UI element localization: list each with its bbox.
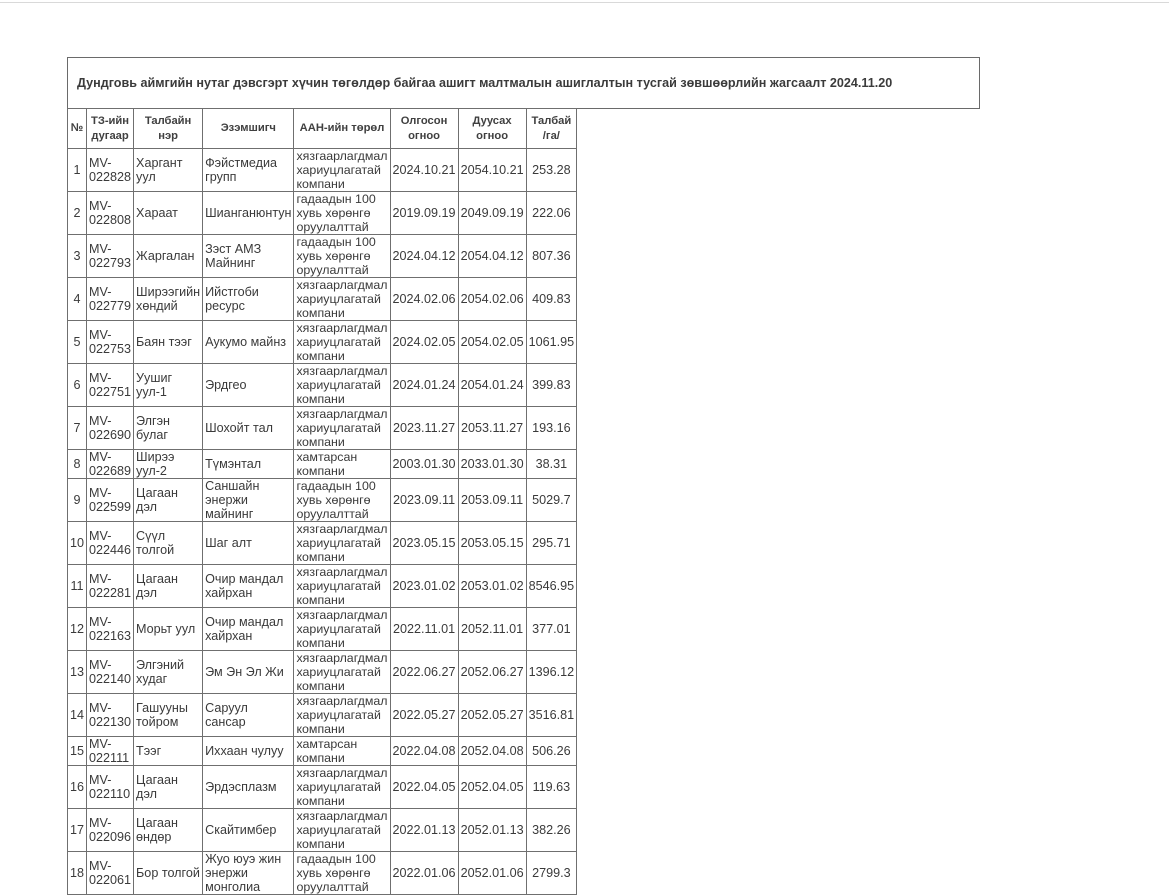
expiry-date: 2053.09.11 bbox=[458, 479, 526, 522]
expiry-date: 2052.05.27 bbox=[458, 694, 526, 737]
company-type: хязгаарлагдмал хариуцлагатай компани bbox=[294, 809, 390, 852]
table-row bbox=[68, 192, 577, 235]
expiry-date: 2054.04.12 bbox=[458, 235, 526, 278]
company-type: хязгаарлагдмал хариуцлагатай компани bbox=[294, 278, 390, 321]
row-number: 13 bbox=[68, 651, 87, 694]
company-type: хязгаарлагдмал хариуцлагатай компани bbox=[294, 651, 390, 694]
area-size: 8546.95 bbox=[526, 565, 577, 608]
issued-date: 2024.04.12 bbox=[390, 235, 458, 278]
issued-date: 2022.05.27 bbox=[390, 694, 458, 737]
area-size: 382.26 bbox=[526, 809, 577, 852]
table-header-row bbox=[68, 109, 577, 149]
license-number: MV-022446 bbox=[87, 522, 134, 565]
company-type: гадаадын 100 хувь хөрөнгө оруулалттай bbox=[294, 235, 390, 278]
issued-date: 2022.04.08 bbox=[390, 737, 458, 766]
license-number: MV-022130 bbox=[87, 694, 134, 737]
page-edge-line bbox=[0, 2, 1169, 3]
row-number: 14 bbox=[68, 694, 87, 737]
col-header-owner: Эзэмшигч bbox=[203, 109, 294, 149]
company-type: хязгаарлагдмал хариуцлагатай компани bbox=[294, 522, 390, 565]
area-name: Харгант уул bbox=[134, 149, 203, 192]
area-size: 222.06 bbox=[526, 192, 577, 235]
expiry-date: 2049.09.19 bbox=[458, 192, 526, 235]
license-number: MV-022111 bbox=[87, 737, 134, 766]
area-size: 807.36 bbox=[526, 235, 577, 278]
area-size: 377.01 bbox=[526, 608, 577, 651]
license-number: MV-022779 bbox=[87, 278, 134, 321]
area-size: 38.31 bbox=[526, 450, 577, 479]
company-type: хязгаарлагдмал хариуцлагатай компани bbox=[294, 149, 390, 192]
owner-name: Скайтимбер bbox=[203, 809, 294, 852]
issued-date: 2024.01.24 bbox=[390, 364, 458, 407]
col-header-license: ТЗ-ийн дугаар bbox=[87, 109, 134, 149]
row-number: 4 bbox=[68, 278, 87, 321]
license-number: MV-022690 bbox=[87, 407, 134, 450]
row-number: 10 bbox=[68, 522, 87, 565]
license-number: MV-022061 bbox=[87, 852, 134, 895]
row-number: 12 bbox=[68, 608, 87, 651]
area-size: 1396.12 bbox=[526, 651, 577, 694]
area-name: Элгэний худаг bbox=[134, 651, 203, 694]
area-size: 506.26 bbox=[526, 737, 577, 766]
owner-name: Шианганюнтун bbox=[203, 192, 294, 235]
table-row bbox=[68, 321, 577, 364]
area-name: Морьт уул bbox=[134, 608, 203, 651]
company-type: хязгаарлагдмал хариуцлагатай компани bbox=[294, 608, 390, 651]
table-row bbox=[68, 278, 577, 321]
company-type: хязгаарлагдмал хариуцлагатай компани bbox=[294, 766, 390, 809]
row-number: 3 bbox=[68, 235, 87, 278]
owner-name: Эм Эн Эл Жи bbox=[203, 651, 294, 694]
table-row bbox=[68, 479, 577, 522]
owner-name: Иххаан чулуу bbox=[203, 737, 294, 766]
license-number: MV-022599 bbox=[87, 479, 134, 522]
owner-name: Жуо юуэ жин энержи монголиа bbox=[203, 852, 294, 895]
company-type: гадаадын 100 хувь хөрөнгө оруулалттай bbox=[294, 192, 390, 235]
license-number: MV-022140 bbox=[87, 651, 134, 694]
expiry-date: 2052.01.13 bbox=[458, 809, 526, 852]
area-size: 253.28 bbox=[526, 149, 577, 192]
area-name: Тээг bbox=[134, 737, 203, 766]
row-number: 11 bbox=[68, 565, 87, 608]
license-table bbox=[67, 108, 577, 895]
issued-date: 2023.01.02 bbox=[390, 565, 458, 608]
company-type: гадаадын 100 хувь хөрөнгө оруулалттай bbox=[294, 852, 390, 895]
area-name: Цагаан дэл bbox=[134, 479, 203, 522]
area-name: Сүүл толгой bbox=[134, 522, 203, 565]
expiry-date: 2054.02.05 bbox=[458, 321, 526, 364]
table-row bbox=[68, 407, 577, 450]
table-row bbox=[68, 608, 577, 651]
row-number: 17 bbox=[68, 809, 87, 852]
company-type: хязгаарлагдмал хариуцлагатай компани bbox=[294, 321, 390, 364]
area-name: Ширээ уул-2 bbox=[134, 450, 203, 479]
expiry-date: 2052.04.08 bbox=[458, 737, 526, 766]
owner-name: Эрдгео bbox=[203, 364, 294, 407]
area-size: 409.83 bbox=[526, 278, 577, 321]
area-name: Жаргалан bbox=[134, 235, 203, 278]
license-number: MV-022828 bbox=[87, 149, 134, 192]
table-row bbox=[68, 522, 577, 565]
issued-date: 2023.05.15 bbox=[390, 522, 458, 565]
owner-name: Ийстгоби ресурс bbox=[203, 278, 294, 321]
expiry-date: 2053.01.02 bbox=[458, 565, 526, 608]
issued-date: 2023.09.11 bbox=[390, 479, 458, 522]
expiry-date: 2052.06.27 bbox=[458, 651, 526, 694]
issued-date: 2022.11.01 bbox=[390, 608, 458, 651]
license-number: MV-022163 bbox=[87, 608, 134, 651]
company-type: хязгаарлагдмал хариуцлагатай компани bbox=[294, 364, 390, 407]
area-size: 399.83 bbox=[526, 364, 577, 407]
expiry-date: 2054.01.24 bbox=[458, 364, 526, 407]
license-number: MV-022753 bbox=[87, 321, 134, 364]
owner-name: Очир мандал хайрхан bbox=[203, 565, 294, 608]
owner-name: Аукумо майнз bbox=[203, 321, 294, 364]
owner-name: Зэст АМЗ Майнинг bbox=[203, 235, 294, 278]
expiry-date: 2053.11.27 bbox=[458, 407, 526, 450]
row-number: 7 bbox=[68, 407, 87, 450]
issued-date: 2019.09.19 bbox=[390, 192, 458, 235]
table-row bbox=[68, 766, 577, 809]
table-row bbox=[68, 235, 577, 278]
license-number: MV-022793 bbox=[87, 235, 134, 278]
table-row bbox=[68, 364, 577, 407]
row-number: 6 bbox=[68, 364, 87, 407]
col-header-size: Талбай /га/ bbox=[526, 109, 577, 149]
area-name: Баян тээг bbox=[134, 321, 203, 364]
owner-name: Саншайн энержи майнинг bbox=[203, 479, 294, 522]
area-name: Уушиг уул-1 bbox=[134, 364, 203, 407]
row-number: 2 bbox=[68, 192, 87, 235]
row-number: 15 bbox=[68, 737, 87, 766]
issued-date: 2022.04.05 bbox=[390, 766, 458, 809]
table-row bbox=[68, 651, 577, 694]
owner-name: Саруул сансар bbox=[203, 694, 294, 737]
table-row bbox=[68, 852, 577, 895]
area-name: Хараат bbox=[134, 192, 203, 235]
row-number: 18 bbox=[68, 852, 87, 895]
area-size: 2799.3 bbox=[526, 852, 577, 895]
area-name: Цагаан дэл bbox=[134, 766, 203, 809]
company-type: гадаадын 100 хувь хөрөнгө оруулалттай bbox=[294, 479, 390, 522]
area-name: Элгэн булаг bbox=[134, 407, 203, 450]
company-type: хамтарсан компани bbox=[294, 737, 390, 766]
owner-name: Шаг алт bbox=[203, 522, 294, 565]
row-number: 5 bbox=[68, 321, 87, 364]
owner-name: Шохойт тал bbox=[203, 407, 294, 450]
table-row bbox=[68, 565, 577, 608]
area-name: Цагаан өндөр bbox=[134, 809, 203, 852]
issued-date: 2024.02.05 bbox=[390, 321, 458, 364]
issued-date: 2003.01.30 bbox=[390, 450, 458, 479]
issued-date: 2022.01.13 bbox=[390, 809, 458, 852]
issued-date: 2024.10.21 bbox=[390, 149, 458, 192]
owner-name: Фэйстмедиа групп bbox=[203, 149, 294, 192]
area-name: Ширээгийн хөндий bbox=[134, 278, 203, 321]
license-number: MV-022281 bbox=[87, 565, 134, 608]
row-number: 16 bbox=[68, 766, 87, 809]
issued-date: 2022.01.06 bbox=[390, 852, 458, 895]
area-size: 5029.7 bbox=[526, 479, 577, 522]
area-size: 1061.95 bbox=[526, 321, 577, 364]
expiry-date: 2052.04.05 bbox=[458, 766, 526, 809]
expiry-date: 2052.01.06 bbox=[458, 852, 526, 895]
area-name: Гашууны тойром bbox=[134, 694, 203, 737]
area-size: 295.71 bbox=[526, 522, 577, 565]
license-number: MV-022689 bbox=[87, 450, 134, 479]
col-header-expires: Дуусах огноо bbox=[458, 109, 526, 149]
col-header-no: № bbox=[68, 109, 87, 149]
table-row bbox=[68, 149, 577, 192]
company-type: хязгаарлагдмал хариуцлагатай компани bbox=[294, 565, 390, 608]
expiry-date: 2033.01.30 bbox=[458, 450, 526, 479]
col-header-type: ААН-ийн төрөл bbox=[294, 109, 390, 149]
area-size: 3516.81 bbox=[526, 694, 577, 737]
company-type: хязгаарлагдмал хариуцлагатай компани bbox=[294, 407, 390, 450]
issued-date: 2022.06.27 bbox=[390, 651, 458, 694]
license-number: MV-022751 bbox=[87, 364, 134, 407]
expiry-date: 2054.10.21 bbox=[458, 149, 526, 192]
company-type: хамтарсан компани bbox=[294, 450, 390, 479]
owner-name: Эрдэсплазм bbox=[203, 766, 294, 809]
area-name: Цагаан дэл bbox=[134, 565, 203, 608]
col-header-area-name: Талбайн нэр bbox=[134, 109, 203, 149]
table-row bbox=[68, 450, 577, 479]
row-number: 9 bbox=[68, 479, 87, 522]
company-type: хязгаарлагдмал хариуцлагатай компани bbox=[294, 694, 390, 737]
table-row bbox=[68, 737, 577, 766]
row-number: 1 bbox=[68, 149, 87, 192]
area-size: 193.16 bbox=[526, 407, 577, 450]
expiry-date: 2052.11.01 bbox=[458, 608, 526, 651]
expiry-date: 2054.02.06 bbox=[458, 278, 526, 321]
owner-name: Очир мандал хайрхан bbox=[203, 608, 294, 651]
issued-date: 2023.11.27 bbox=[390, 407, 458, 450]
owner-name: Түмэнтал bbox=[203, 450, 294, 479]
expiry-date: 2053.05.15 bbox=[458, 522, 526, 565]
table-row bbox=[68, 809, 577, 852]
area-name: Бор толгой bbox=[134, 852, 203, 895]
table-row bbox=[68, 694, 577, 737]
col-header-issued: Олгосон огноо bbox=[390, 109, 458, 149]
license-number: MV-022096 bbox=[87, 809, 134, 852]
license-number: MV-022808 bbox=[87, 192, 134, 235]
issued-date: 2024.02.06 bbox=[390, 278, 458, 321]
area-size: 119.63 bbox=[526, 766, 577, 809]
license-number: MV-022110 bbox=[87, 766, 134, 809]
document-title: Дундговь аймгийн нутаг дэвсгэрт хүчин төгөлдөр байгаа ашигт малтмалын ашиглалтын тусгай зөвшөөрлийн жагсаалт 2024.11.20 bbox=[67, 57, 980, 109]
row-number: 8 bbox=[68, 450, 87, 479]
